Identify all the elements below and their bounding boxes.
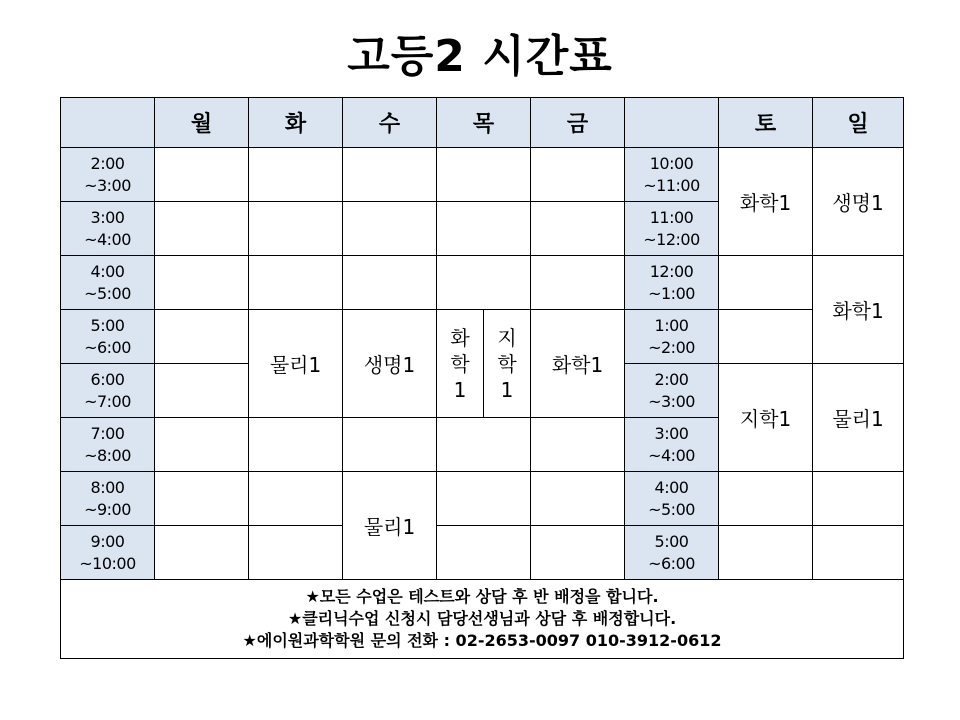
empty-cell [719,310,813,364]
empty-cell [249,256,343,310]
empty-cell [343,148,437,202]
page-title: 고등2 시간표 [347,31,613,82]
weekend-time-cell: 5:00 ~6:00 [625,526,719,580]
weekend-time-cell: 2:00 ~3:00 [625,364,719,418]
header-row [61,98,904,148]
empty-cell [249,472,343,526]
empty-cell [531,202,625,256]
empty-cell [155,310,249,364]
note-line: ★에이원과학학원 문의 전화 : 02-2653-0097 010-3912-0612 [242,631,722,650]
empty-cell [437,256,531,310]
weekend-time-cell: 1:00 ~2:00 [625,310,719,364]
empty-cell [343,256,437,310]
class-cell-sun-chemistry: 화학1 [813,256,904,364]
empty-cell [155,364,249,418]
class-cell-tue-physics: 물리1 [249,310,343,418]
header-day-tue: 화 [249,98,343,148]
empty-cell [719,472,813,526]
empty-cell [155,526,249,580]
empty-cell [437,148,531,202]
weekday-time-cell: 7:00 ~8:00 [61,418,155,472]
class-cell-wed-physics: 물리1 [343,472,437,580]
class-cell-sun-biology: 생명1 [813,148,904,256]
weekday-time-cell: 5:00 ~6:00 [61,310,155,364]
time-row [61,148,904,202]
header-day-fri: 금 [531,98,625,148]
class-cell-sun-physics: 물리1 [813,364,904,472]
class-cell-sat-earth-science: 지학1 [719,364,813,472]
timetable [60,97,904,659]
time-row [61,526,904,580]
empty-cell [719,526,813,580]
class-cell-sat-chemistry: 화학1 [719,148,813,256]
empty-cell [531,418,625,472]
empty-cell [437,526,531,580]
weekday-time-cell: 4:00 ~5:00 [61,256,155,310]
header-day-sun: 일 [813,98,904,148]
weekday-time-cell: 6:00 ~7:00 [61,364,155,418]
empty-cell [813,526,904,580]
header-blank-left [61,98,155,148]
empty-cell [249,526,343,580]
empty-cell [249,418,343,472]
empty-cell [531,256,625,310]
header-day-thu: 목 [437,98,531,148]
empty-cell [437,418,531,472]
weekend-time-cell: 3:00 ~4:00 [625,418,719,472]
weekend-time-cell: 12:00 ~1:00 [625,256,719,310]
class-cell-fri-chemistry: 화학1 [531,310,625,418]
empty-cell [531,526,625,580]
weekend-time-cell: 11:00 ~12:00 [625,202,719,256]
notes-cell [61,580,904,659]
note-line: ★클리닉수업 신청시 담당선생님과 상담 후 배정합니다. [287,609,677,628]
header-day-mon: 월 [155,98,249,148]
empty-cell [155,472,249,526]
empty-cell [249,148,343,202]
header-day-wed: 수 [343,98,437,148]
empty-cell [343,418,437,472]
class-cell-thu-chemistry: 화 학 1 [437,310,484,418]
weekday-time-cell: 8:00 ~9:00 [61,472,155,526]
empty-cell [437,202,531,256]
empty-cell [249,202,343,256]
empty-cell [155,418,249,472]
time-row [61,472,904,526]
empty-cell [719,256,813,310]
weekday-time-cell: 3:00 ~4:00 [61,202,155,256]
time-row [61,310,904,364]
header-blank-mid [625,98,719,148]
empty-cell [155,148,249,202]
time-row [61,256,904,310]
empty-cell [531,148,625,202]
empty-cell [531,472,625,526]
weekend-time-cell: 10:00 ~11:00 [625,148,719,202]
empty-cell [155,256,249,310]
weekend-time-cell: 4:00 ~5:00 [625,472,719,526]
empty-cell [813,472,904,526]
header-day-sat: 토 [719,98,813,148]
note-line: ★모든 수업은 테스트와 상담 후 반 배정을 합니다. [305,587,659,606]
empty-cell [437,472,531,526]
weekday-time-cell: 9:00 ~10:00 [61,526,155,580]
class-cell-wed-biology: 생명1 [343,310,437,418]
weekday-time-cell: 2:00 ~3:00 [61,148,155,202]
empty-cell [343,202,437,256]
class-cell-thu-earth-science: 지 학 1 [484,310,531,418]
empty-cell [155,202,249,256]
